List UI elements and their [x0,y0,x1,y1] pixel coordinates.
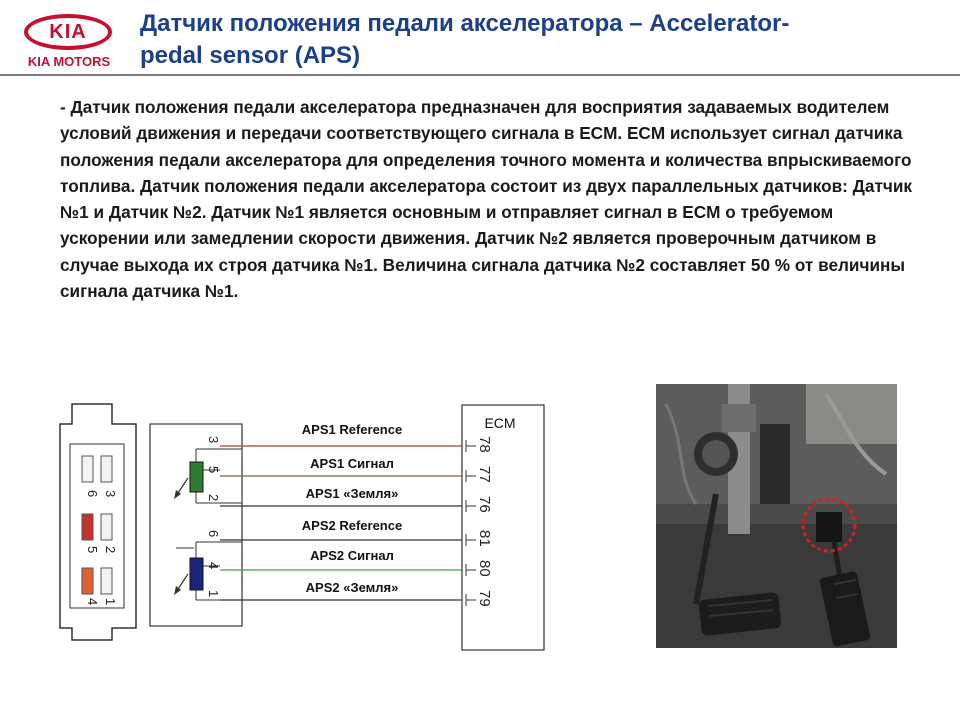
connector-pin-2: 2 [103,546,118,554]
connector-pin-1: 1 [103,598,118,606]
wire-label-aps1-reference: APS1 Reference [301,422,403,437]
wire-label-aps1-ground: APS1 «Земля» [305,486,399,501]
wire-label-aps1-signal: APS1 Сигнал [310,456,394,471]
sensor-pin-1: 1 [206,590,221,598]
sensor-pin-3: 3 [206,436,221,444]
pedal-photo [656,384,897,648]
sensor-box [150,424,242,626]
ecm-pin-77: 77 [476,466,493,483]
kia-emblem-text: KIA [49,20,87,43]
slide-title-line2: pedal sensor (APS) [140,42,361,69]
sensor-1 [190,462,203,492]
connector-pin-3: 3 [103,490,118,498]
pedal-photo-illustration [656,384,897,648]
wire-label-aps2-signal: APS2 Сигнал [310,548,394,563]
ecm-pin-76: 76 [476,496,493,513]
ecm-pin-81: 81 [476,530,493,547]
wire-label-aps2-ground: APS2 «Земля» [305,580,399,595]
ecm-box [462,405,544,650]
sensor-2 [190,558,203,590]
ecm-pin-79: 79 [476,590,493,607]
sensor-pin-4: 4 [206,562,221,570]
sensor-pin-2: 2 [206,494,221,502]
description-paragraph: - Датчик положения педали акселератора предназначен для восприятия задаваемых водителем условий движения и передачи соответствующего сигнала в ECM. ECM использует сигнал датчика положения педали акселератора для определения точного момента и количества впрыскиваемого топлива. Датчик положения педали акселератора состоит из двух параллельных датчиков: Датчик №1 и Датчик №2. Датчик №1 является основным и отправляет сигнал в ECM о требуемом ускорении или замедлении скорости движения. Датчик №2 является проверочным датчиком в случае выхода их строя датчика №1. Величина сигнала датчика №2 составляет 50 % от величины сигнала датчика №1. [60,97,913,302]
wire-label-aps2-reference: APS2 Reference [301,518,403,533]
ecm-pin-78: 78 [476,436,493,453]
kia-wordmark: KIA MOTORS [27,54,111,69]
sensor-pin-6: 6 [206,530,221,538]
ecm-pin-80: 80 [476,560,493,577]
connector-pin-4: 4 [85,598,100,606]
ecm-label: ECM [484,415,516,431]
connector-pin-5: 5 [85,546,100,554]
sensor-pin-5: 5 [206,466,221,474]
slide-title-line1: Датчик положения педали акселератора – Accelerator- [140,10,790,37]
connector-pin-6: 6 [85,490,100,498]
connector [60,404,136,640]
